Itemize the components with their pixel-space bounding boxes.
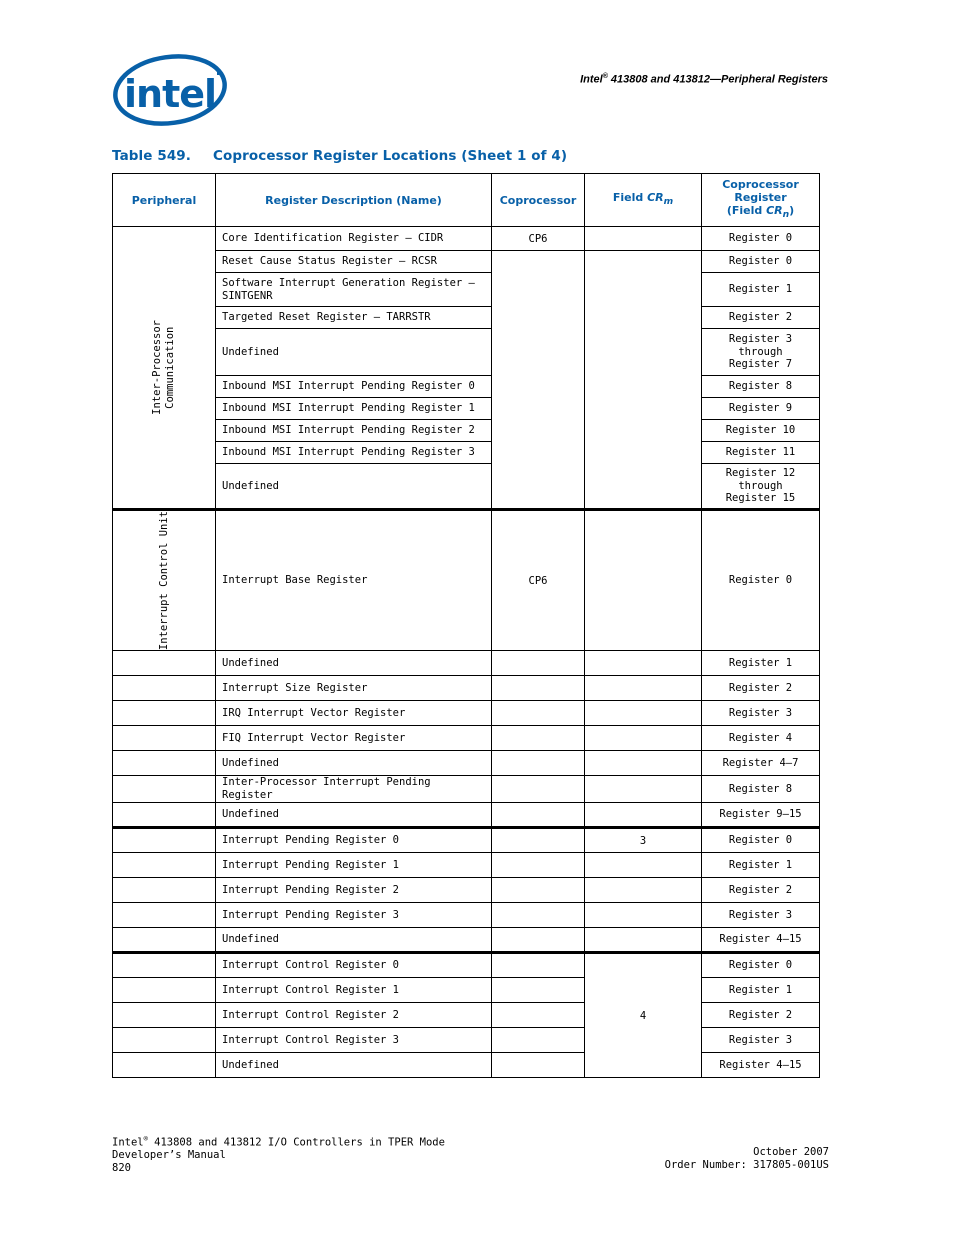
footer-left xyxy=(112,1133,445,1174)
row-register: Register 3 xyxy=(702,903,820,928)
row-register: Register 10 xyxy=(702,420,820,442)
table-row xyxy=(113,442,820,464)
footer-product: Intel® 413808 and 413812 I/O Controllers in TPER Mode xyxy=(112,1135,445,1149)
table-row xyxy=(113,398,820,420)
row-description: Interrupt Control Register 1 xyxy=(216,978,492,1003)
row-register: Register 0 xyxy=(702,510,820,651)
row-coprocessor xyxy=(492,828,585,853)
table-row xyxy=(113,251,820,273)
row-description: Undefined xyxy=(216,928,492,953)
row-register: Register 0 xyxy=(702,953,820,978)
row-field: 3 xyxy=(585,828,702,853)
footer-right xyxy=(665,1146,829,1171)
row-description: Interrupt Pending Register 1 xyxy=(216,853,492,878)
row-register: Register 1 xyxy=(702,273,820,307)
row-coprocessor xyxy=(492,953,585,978)
row-peripheral xyxy=(113,651,216,676)
row-register: Register 2 xyxy=(702,676,820,701)
row-peripheral xyxy=(113,853,216,878)
row-register: Register 4–15 xyxy=(702,1053,820,1078)
row-field xyxy=(585,726,702,751)
row-field xyxy=(585,251,702,510)
row-coprocessor xyxy=(492,978,585,1003)
table-row xyxy=(113,510,820,651)
table-row xyxy=(113,1053,820,1078)
page-header: Intel® 413808 and 413812—Peripheral Registers xyxy=(580,73,828,86)
row-coprocessor xyxy=(492,776,585,803)
row-peripheral xyxy=(113,803,216,828)
row-register: Register 1 xyxy=(702,651,820,676)
table-row xyxy=(113,329,820,376)
row-coprocessor: CP6 xyxy=(492,227,585,251)
table-row xyxy=(113,853,820,878)
page-number: 820 xyxy=(112,1161,131,1174)
footer-date: October 2007 xyxy=(753,1146,829,1158)
row-register: Register 1 xyxy=(702,978,820,1003)
row-peripheral xyxy=(113,1003,216,1028)
row-register: Register 2 xyxy=(702,307,820,329)
row-description: Interrupt Base Register xyxy=(216,510,492,651)
row-coprocessor xyxy=(492,903,585,928)
row-field xyxy=(585,751,702,776)
table-row xyxy=(113,227,820,251)
row-field xyxy=(585,776,702,803)
table-title: Coprocessor Register Locations (Sheet 1 of 4) xyxy=(213,148,568,164)
row-peripheral xyxy=(113,1028,216,1053)
table-row xyxy=(113,651,820,676)
row-description: Interrupt Pending Register 0 xyxy=(216,828,492,853)
row-peripheral xyxy=(113,828,216,853)
row-description: Undefined xyxy=(216,751,492,776)
row-field xyxy=(585,853,702,878)
coprocessor-register-table xyxy=(112,173,820,1078)
row-coprocessor xyxy=(492,1003,585,1028)
col-peripheral: Peripheral xyxy=(113,174,216,227)
row-description: Reset Cause Status Register — RCSR xyxy=(216,251,492,273)
row-description: Inbound MSI Interrupt Pending Register 2 xyxy=(216,420,492,442)
table-row xyxy=(113,726,820,751)
row-register: Register 12 through Register 15 xyxy=(702,464,820,510)
row-peripheral xyxy=(113,928,216,953)
group-interrupt-control-unit: Interrupt Control Unit xyxy=(113,510,216,651)
row-register: Register 1 xyxy=(702,853,820,878)
col-description: Register Description (Name) xyxy=(216,174,492,227)
row-coprocessor xyxy=(492,726,585,751)
row-peripheral xyxy=(113,701,216,726)
intel-logo xyxy=(110,50,228,128)
row-peripheral xyxy=(113,726,216,751)
row-register: Register 3 through Register 7 xyxy=(702,329,820,376)
row-register: Register 8 xyxy=(702,376,820,398)
row-register: Register 4–7 xyxy=(702,751,820,776)
row-register: Register 8 xyxy=(702,776,820,803)
row-register: Register 0 xyxy=(702,251,820,273)
row-register: Register 11 xyxy=(702,442,820,464)
row-coprocessor xyxy=(492,676,585,701)
row-coprocessor xyxy=(492,1053,585,1078)
row-register: Register 0 xyxy=(702,227,820,251)
row-coprocessor xyxy=(492,853,585,878)
row-peripheral xyxy=(113,878,216,903)
row-field xyxy=(585,928,702,953)
table-row xyxy=(113,903,820,928)
row-description: Targeted Reset Register — TARRSTR xyxy=(216,307,492,329)
row-field xyxy=(585,227,702,251)
table-row xyxy=(113,878,820,903)
table-row xyxy=(113,803,820,828)
table-row xyxy=(113,1003,820,1028)
row-description: Interrupt Control Register 3 xyxy=(216,1028,492,1053)
row-register: Register 9–15 xyxy=(702,803,820,828)
row-description: Inbound MSI Interrupt Pending Register 0 xyxy=(216,376,492,398)
table-row xyxy=(113,776,820,803)
table-row xyxy=(113,676,820,701)
row-register: Register 9 xyxy=(702,398,820,420)
svg-text:intel: intel xyxy=(124,72,217,116)
row-description: FIQ Interrupt Vector Register xyxy=(216,726,492,751)
table-row xyxy=(113,953,820,978)
row-coprocessor: CP6 xyxy=(492,510,585,651)
row-register: Register 0 xyxy=(702,828,820,853)
row-peripheral xyxy=(113,953,216,978)
col-coprocessor-register: Coprocessor Register (Field $CR_n$) xyxy=(702,174,820,227)
row-peripheral xyxy=(113,1053,216,1078)
row-coprocessor xyxy=(492,751,585,776)
row-description: IRQ Interrupt Vector Register xyxy=(216,701,492,726)
row-description: Inbound MSI Interrupt Pending Register 1 xyxy=(216,398,492,420)
table-caption xyxy=(112,148,567,164)
row-description: Core Identification Register — CIDR xyxy=(216,227,492,251)
table-row xyxy=(113,828,820,853)
row-description: Undefined xyxy=(216,1053,492,1078)
table-row xyxy=(113,307,820,329)
row-peripheral xyxy=(113,978,216,1003)
table-row xyxy=(113,420,820,442)
row-description: Interrupt Control Register 0 xyxy=(216,953,492,978)
table-row xyxy=(113,928,820,953)
table-row xyxy=(113,376,820,398)
table-row xyxy=(113,273,820,307)
row-register: Register 4–15 xyxy=(702,928,820,953)
row-register: Register 3 xyxy=(702,701,820,726)
col-field-crm: Field $CR_m$ xyxy=(585,174,702,227)
row-description: Undefined xyxy=(216,651,492,676)
row-coprocessor xyxy=(492,803,585,828)
row-description: Software Interrupt Generation Register — SINTGENR xyxy=(216,273,492,307)
row-description: Undefined xyxy=(216,464,492,510)
table-number: Table 549. xyxy=(112,148,192,164)
row-description: Undefined xyxy=(216,329,492,376)
row-description: Interrupt Pending Register 2 xyxy=(216,878,492,903)
row-description: Inbound MSI Interrupt Pending Register 3 xyxy=(216,442,492,464)
row-field xyxy=(585,903,702,928)
col-coprocessor: Coprocessor xyxy=(492,174,585,227)
row-register: Register 4 xyxy=(702,726,820,751)
row-field xyxy=(585,676,702,701)
row-peripheral xyxy=(113,776,216,803)
row-field xyxy=(585,803,702,828)
row-peripheral xyxy=(113,751,216,776)
table-row xyxy=(113,1028,820,1053)
row-field xyxy=(585,651,702,676)
footer-order-number: Order Number: 317805-001US xyxy=(664,1158,829,1171)
row-coprocessor xyxy=(492,878,585,903)
row-description: Interrupt Control Register 2 xyxy=(216,1003,492,1028)
row-register: Register 3 xyxy=(702,1028,820,1053)
row-field xyxy=(585,701,702,726)
row-coprocessor xyxy=(492,1028,585,1053)
row-description: Interrupt Pending Register 3 xyxy=(216,903,492,928)
footer-manual: Developer’s Manual xyxy=(112,1149,226,1161)
row-coprocessor xyxy=(492,928,585,953)
table-row xyxy=(113,701,820,726)
row-field xyxy=(585,878,702,903)
row-peripheral xyxy=(113,676,216,701)
row-coprocessor xyxy=(492,251,585,510)
table-row xyxy=(113,751,820,776)
group-inter-processor-communication: Inter-Processor Communication xyxy=(113,227,216,510)
row-register: Register 2 xyxy=(702,878,820,903)
row-description: Interrupt Size Register xyxy=(216,676,492,701)
row-coprocessor xyxy=(492,701,585,726)
row-coprocessor xyxy=(492,651,585,676)
row-field xyxy=(585,510,702,651)
row-description: Undefined xyxy=(216,803,492,828)
row-peripheral xyxy=(113,903,216,928)
row-field: 4 xyxy=(585,953,702,1078)
table-row xyxy=(113,464,820,510)
row-description: Inter-Processor Interrupt Pending Register xyxy=(216,776,492,803)
table-row xyxy=(113,978,820,1003)
row-register: Register 2 xyxy=(702,1003,820,1028)
